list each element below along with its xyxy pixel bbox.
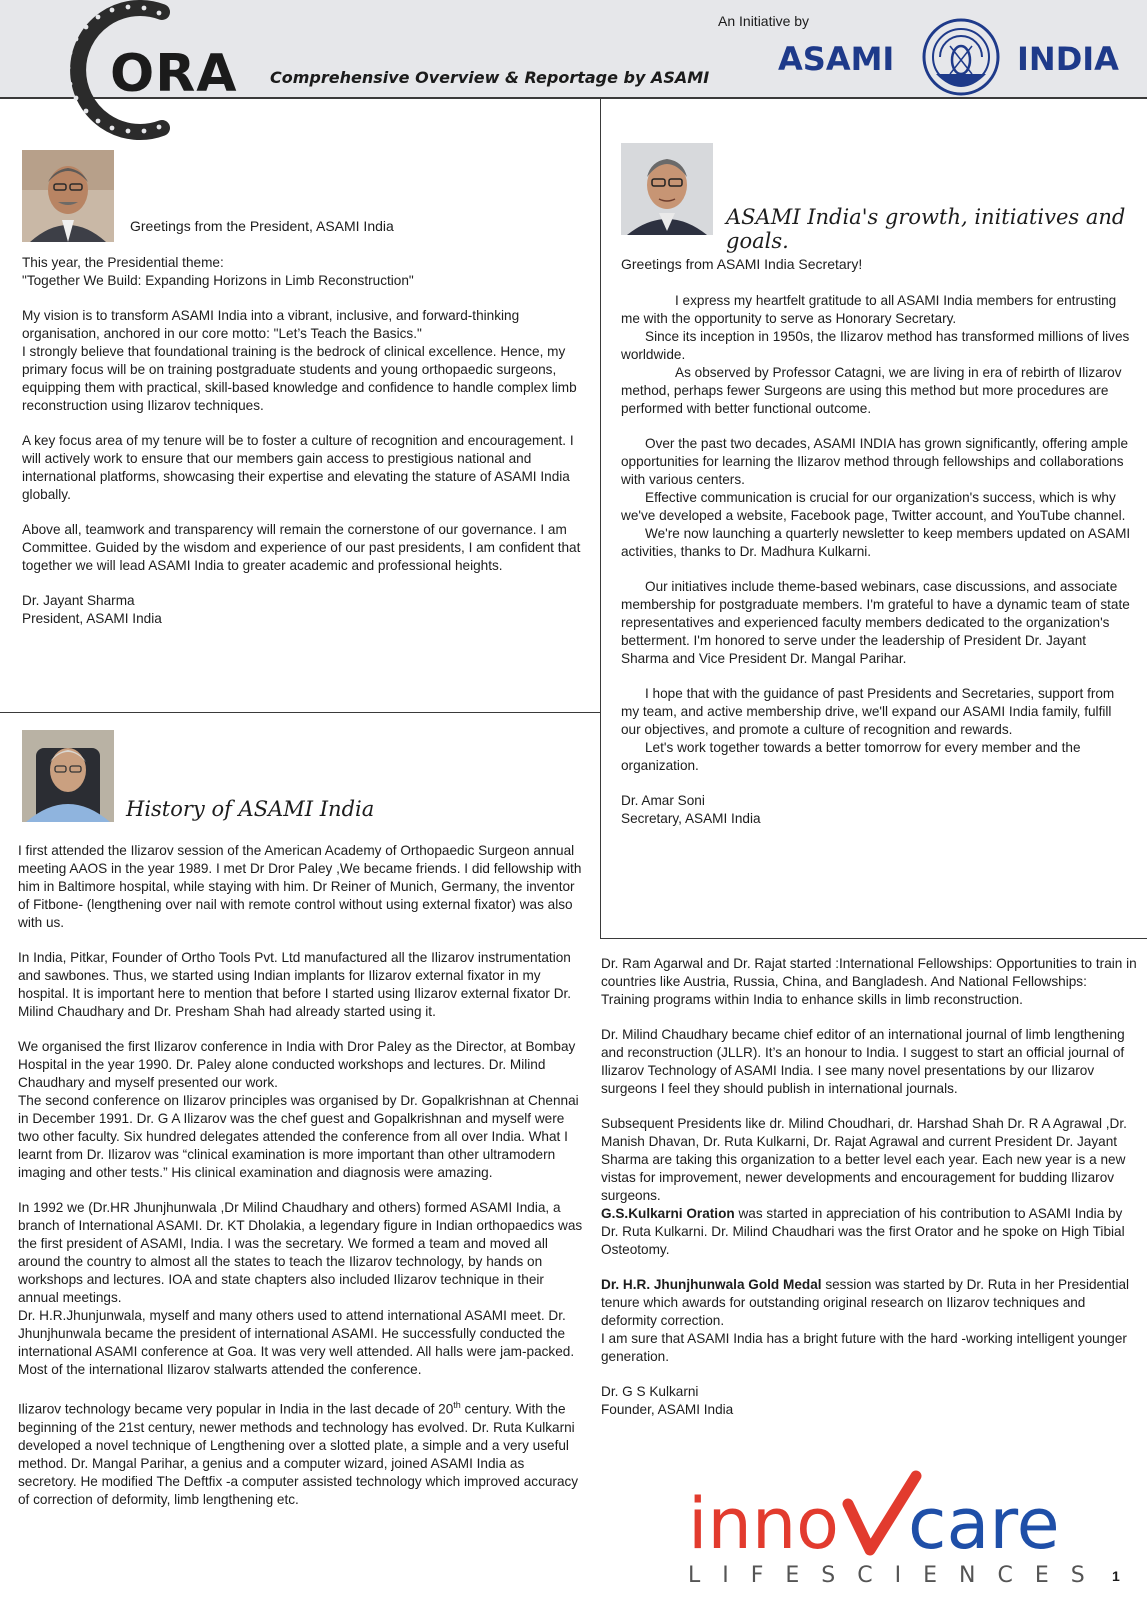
secretary-greeting: Greetings from ASAMI India Secretary! <box>621 256 863 272</box>
secretary-communication: Effective communication is crucial for our organization's success, which is why we've developed a website, Facebook page, Twitter account, and YouTube channel. <box>621 490 1126 523</box>
secretary-section-title: ASAMI India's growth, initiatives and goals. <box>726 205 1126 253</box>
president-photo <box>22 150 114 242</box>
masthead-subtitle: Comprehensive Overview & Reportage by ASAMI <box>270 68 710 87</box>
secretary-signature-role: Secretary, ASAMI India <box>621 811 761 826</box>
president-theme: "Together We Build: Expanding Horizons in Limb Reconstruction" <box>22 273 414 288</box>
asami-emblem-icon <box>920 16 1002 98</box>
history-modern-era: Ilizarov technology became very popular in India in the last decade of 20th century. With the beginning of the 21st century, newer methods and technology has evolved. Dr. Ruta Kulkarni developed a novel technique of Lengthening over a slotted plate, a simple and a very useful method. Dr. Mangal Parihar, a genius and a computer wizard, joined ASAMI India as secretory. He modified The Deftfix -a computer assisted technology which improved accuracy of correction of deformity, limb lengthening etc. <box>18 1400 579 1507</box>
page-number: 1 <box>1112 1568 1120 1584</box>
secretary-hope: I hope that with the guidance of past Presidents and Secretaries, support from my team, and active membership drive, we'll expand our ASAMI India family, fulfill our objectives, and promote a culture of recognition and rewards. <box>621 686 1115 737</box>
section-divider-left <box>0 712 601 713</box>
secretary-newsletter: We're now launching a quarterly newsletter to keep members updated on ASAMI activities, thanks to Dr. Madhura Kulkarni. <box>621 526 1131 559</box>
secretary-gratitude: I express my heartfelt gratitude to all ASAMI India members for entrusting me with the opportunity to serve as Honorary Secretary. <box>621 293 1117 326</box>
history-formation: In 1992 we (Dr.HR Jhunjhunwala ,Dr Milind Chaudhary and others) formed ASAMI India, a branch of International ASAMI. Dr. KT Dholakia, a legendary figure in Indian orthopaedics was the first president of ASAMI, India. I was the secretary. We formed a team and moved all around the country to almost all the states to teach the Ilizarov technology, by hands on workshops and lectures. IOA and state chapters also included Ilizarov technique in their annual meetings. <box>18 1200 583 1305</box>
president-signature-role: President, ASAMI India <box>22 611 162 626</box>
secretary-inception: Since its inception in 1950s, the Ilizarov method has transformed millions of lives worldwide. <box>621 329 1130 362</box>
president-theme-intro: This year, the Presidential theme: <box>22 255 224 270</box>
secretary-photo <box>621 143 713 235</box>
history-fellowships: Dr. Ram Agarwal and Dr. Rajat started :International Fellowships: Opportunities to train in countries like Austria, Russia, China, and Bangladesh. And National Fellowships: Training programs within India to enhance skills in limb reconstruction. <box>601 956 1137 1007</box>
section-divider-right <box>600 938 1147 939</box>
svg-text:LIFESCIENCES: LIFESCIENCES <box>688 1563 1107 1588</box>
president-focus: I strongly believe that foundational training is the bedrock of clinical excellence. Hence, my primary focus will be on training postgraduate students and young orthopaedic surgeons, equipping them with practical, skill-based knowledge and confidence to handle complex limb reconstruction using Ilizarov techniques. <box>22 344 577 413</box>
org-name-left: ASAMI <box>778 40 895 78</box>
svg-text:care: care <box>908 1483 1060 1565</box>
secretary-initiatives: Our initiatives include theme-based webinars, case discussions, and associate membership for postgraduate members. I'm grateful to have a dynamic team of state representatives and experienced faculty members dedicated to the organization's betterment. I'm honored to serve under the leadership of President Dr. Jayant Sharma and Vice President Dr. Mangal Parihar. <box>621 579 1130 666</box>
history-international: Dr. H.R.Jhunjunwala, myself and many others used to attend international ASAMI meet. Dr. Jhunjhunwala became the president of international ASAMI. He successfully conducted the international ASAMI conference at Goa. It was very well attended. All halls were jam-packed. Most of the international Ilizarov stalwarts attended the conference. <box>18 1308 575 1377</box>
secretary-together: Let's work together towards a better tomorrow for every member and the organization. <box>621 740 1081 773</box>
founder-photo <box>22 730 114 822</box>
svg-text:inno: inno <box>688 1483 840 1565</box>
innovcare-sponsor-logo <box>680 1470 1107 1590</box>
secretary-catagni: As observed by Professor Catagni, we are living in era of rebirth of Ilizarov method, perhaps fewer Surgeons are using this method but more procedures are performed with better functional outcome. <box>621 365 1122 416</box>
history-gold-medal: Dr. H.R. Jhunjhunwala Gold Medal session was started by Dr. Ruta in her Presidential tenure which awards for outstanding original research on Ilizarov techniques and deformity correction. <box>601 1277 1130 1328</box>
founder-signature-role: Founder, ASAMI India <box>601 1402 734 1417</box>
history-section-title: History of ASAMI India <box>126 797 375 821</box>
history-future: I am sure that ASAMI India has a bright future with the hard -working intelligent younger generation. <box>601 1331 1127 1364</box>
president-vision: My vision is to transform ASAMI India into a vibrant, inclusive, and forward-thinking organisation, anchored in our core motto: "Let’s Teach the Basics." <box>22 308 520 341</box>
president-signature-name: Dr. Jayant Sharma <box>22 593 135 608</box>
secretary-message <box>621 292 1133 845</box>
history-second-conference: The second conference on Ilizarov principles was organised by Dr. Gopalkrishnan at Chennai in December 1991. Dr. G A Ilizarov was the chef guest and Gopalkrishnan and myself were two other faculty. Six hundred delegates attended the conference from all over India. What I learnt from Dr. Ilizarov was “clinical examination is more important than other ultramodern imaging and other tests.” His clinical examination and diagnosis were amazing. <box>18 1093 579 1180</box>
history-presidents: Subsequent Presidents like dr. Milind Choudhari, dr. Harshad Shah Dr. R A Agrawal ,Dr. Manish Dhavan, Dr. Ruta Kulkarni, Dr. Rajat Agrawal and current President Dr. Jayant Sharma are taking this organization to a better level each year. Each new year is a new vistas for improvement, newer developments and encouragement for budding Ilizarov surgeons. <box>601 1116 1127 1203</box>
history-first-conference: We organised the first Ilizarov conference in India with Dror Paley as the Director, at Bombay Hospital in the year 1990. Dr. Paley alone conducted workshops and lectures. Dr. Milind Chaudhary and myself presented our work. <box>18 1039 576 1090</box>
founder-signature-name: Dr. G S Kulkarni <box>601 1384 699 1399</box>
president-greeting: Greetings from the President, ASAMI India <box>130 218 394 234</box>
president-recognition: A key focus area of my tenure will be to foster a culture of recognition and encouragement. I will actively work to ensure that our members gain access to prestigious national and international platforms, showcasing their expertise and elevating the stature of ASAMI India globally. <box>22 433 574 502</box>
column-divider <box>600 99 601 939</box>
history-pitkar: In India, Pitkar, Founder of Ortho Tools Pvt. Ltd manufactured all the Ilizarov instrumentation and sawbones. Thus, we started using Indian implants for Ilizarov external fixator in my hospital. It is important here to mention that before I started using Ilizarov external fixator Dr. Milind Chaudhary and Dr. Presham Shah had already started using it. <box>18 950 572 1019</box>
president-message <box>22 254 587 645</box>
history-aaos: I first attended the Ilizarov session of the American Academy of Orthopaedic Surgeon annual meeting AAOS in the year 1989. I met Dr Dror Paley ,We became friends. I did fellowship with him in Baltimore hospital, while staying with him. Dr Reiner of Munich, Germany, the inventor of Fitbone- (lengthening over nail with remote control without using external fixator) was also with us. <box>18 843 582 930</box>
initiative-label: An Initiative by <box>718 13 810 29</box>
president-teamwork: Above all, teamwork and transparency will remain the cornerstone of our governance. I am Committee. Guided by the wisdom and experience of our past presidents, I am confident that together we will lead ASAMI India to greater academic and professional heights. <box>22 522 581 573</box>
secretary-growth: Over the past two decades, ASAMI INDIA has grown significantly, offering ample opportunities for learning the Ilizarov method through fellowships and collaborations with various centers. <box>621 436 1129 487</box>
org-name-right: INDIA <box>1017 40 1119 78</box>
history-article <box>18 842 584 1526</box>
secretary-signature-name: Dr. Amar Soni <box>621 793 705 808</box>
history-oration: G.S.Kulkarni Oration was started in appreciation of his contribution to ASAMI India by Dr. Ruta Kulkarni. Dr. Milind Chaudhari was the first Orator and he spoke on High Tibial Osteotomy. <box>601 1206 1125 1257</box>
history-continued <box>601 955 1137 1436</box>
masthead-logo: ORA <box>110 44 238 104</box>
history-journal: Dr. Milind Chaudhary became chief editor of an international journal of limb lengthening and reconstruction (JLLR). It’s an honour to India. I suggest to start an official journal of Ilizarov Technology of ASAMI India. I see many novel presentations by our Ilizarov surgeons I feel they should publish in international journals. <box>601 1027 1125 1096</box>
